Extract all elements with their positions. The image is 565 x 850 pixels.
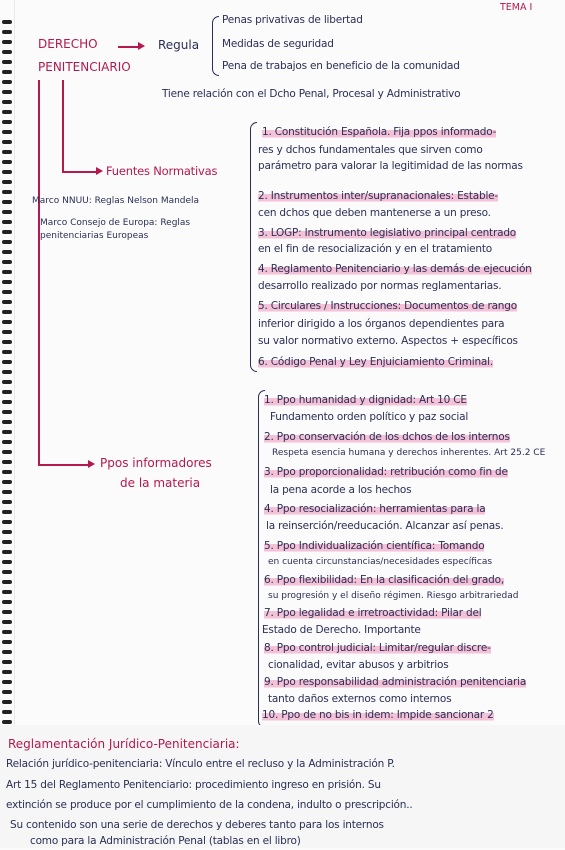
spiral-coil <box>2 630 12 634</box>
spiral-coil <box>2 680 12 684</box>
spiral-coil <box>2 300 12 304</box>
spiral-coil <box>2 170 12 174</box>
spiral-coil <box>2 470 12 474</box>
spiral-coil <box>2 100 12 104</box>
spiral-coil <box>2 690 12 694</box>
regula-arrow-line <box>118 46 140 48</box>
spiral-coil <box>2 140 12 144</box>
spiral-coil <box>2 620 12 624</box>
ppos-arrowhead <box>88 460 95 468</box>
spiral-coil <box>2 160 12 164</box>
spiral-coil <box>2 540 12 544</box>
spiral-coil <box>2 290 12 294</box>
spiral-coil <box>2 420 12 424</box>
regula-item: Pena de trabajos en beneficio de la comunidad <box>222 60 460 72</box>
spiral-coil <box>2 700 12 704</box>
spiral-coil <box>2 30 12 34</box>
spiral-coil <box>2 210 12 214</box>
spiral-coil <box>2 710 12 714</box>
reglamentacion-line: Art 15 del Reglamento Penitenciario: procedimiento ingreso en prisión. Su <box>6 779 381 791</box>
spiral-coil <box>2 180 12 184</box>
spiral-coil <box>2 60 12 64</box>
regula-brace <box>212 16 219 76</box>
regula-label: Regula <box>158 38 200 52</box>
spiral-coil <box>2 110 12 114</box>
spiral-coil <box>2 450 12 454</box>
regula-item: Penas privativas de libertad <box>222 14 363 26</box>
connector-fuentes-horizontal <box>62 171 98 173</box>
fuentes-note: penitenciarias Europeas <box>40 231 149 241</box>
spiral-coil <box>2 80 12 84</box>
title-derecho: DERECHO <box>38 37 98 51</box>
spiral-coil <box>2 570 12 574</box>
connector-ppos-horizontal <box>38 464 90 466</box>
spiral-coil <box>2 560 12 564</box>
reglamentacion-title: Reglamentación Jurídico-Penitenciaria: <box>8 737 240 751</box>
reglamentacion-line: extinción se produce por el cumplimiento de la condena, indulto o prescripción.. <box>6 799 413 811</box>
spiral-coil <box>2 600 12 604</box>
fuentes-arrowhead <box>96 167 103 175</box>
spiral-coil <box>2 410 12 414</box>
spiral-coil <box>2 440 12 444</box>
spiral-coil <box>2 590 12 594</box>
spiral-coil <box>2 530 12 534</box>
spiral-coil <box>2 350 12 354</box>
title-penitenciario: PENITENCIARIO <box>38 60 131 74</box>
spiral-coil <box>2 640 12 644</box>
spiral-coil <box>2 120 12 124</box>
spiral-coil <box>2 430 12 434</box>
spiral-coil <box>2 340 12 344</box>
spiral-coil <box>2 370 12 374</box>
spiral-coil <box>2 480 12 484</box>
spiral-coil <box>2 550 12 554</box>
spiral-coil <box>2 90 12 94</box>
relacion-text: Tiene relación con el Dcho Penal, Procesal y Administrativo <box>162 88 461 100</box>
spiral-coil <box>2 240 12 244</box>
spiral-coil <box>2 510 12 514</box>
spiral-coil <box>2 390 12 394</box>
notebook-page: TEMA I DERECHO PENITENCIARIO Regula Penas privativas de libertad Medidas de seguridad Pena de trabajos en beneficio de la comunidad Tiene relación con el Dcho Penal, Procesal y Administrativo Fuentes Normativas Marco NNUU: Reglas Nelson Mandela Marco Consejo de Europa: Reglas penitenciarias Europeas 1. Constitución Española. Fija ppos informado- res y dchos fundamentales que sirven como parámetro para valorar la legitimidad de las normas 2. Instrumentos inter/supranacionales: Estable- cen dchos que deben mantenerse a un preso. 3. LOGP: Instrumento legislativo principal centrado en el fin de resocialización y en el tratamiento 4. Reglamento Penitenciario y las demás de ejecución desarrollo realizado por normas reglamentarias. 5. Circulares / Instrucciones: Documentos de rango inferior dirigido a los órganos dependientes para su valor normativo externo. Aspectos + específicos 6. Código Penal y Ley Enjuiciamiento Criminal. Ppos informadores de la materia 1. Ppo humanidad y dignidad: Art 10 CE Fundamento orden político y paz social 2. Ppo conservación de los dchos de los internos Respeta esencia humana y derechos inherentes. Art 25.2 CE 3. Ppo proporcionalidad: retribución como fin de la pena acorde a los hechos 4. Ppo resocialización: herramientas para la la reinserción/reeducación. Alcanzar así penas. 5. Ppo Individualización científica: Tomando en cuenta circunstancias/necesidades específicas 6. Ppo flexibilidad: En la clasificación del grado, su progresión y el diseño régimen. Riesgo arbitrariedad 7. Ppo legalidad e irretroactividad: Pilar del Estado de Derecho. Importante 8. Ppo control judicial: Limitar/regular discre- cionalidad, evitar abusos y arbitrios 9. Ppo responsabilidad administración penitenciaria tanto daños externos como internos 10. Ppo de no bis in idem: Impide sancionar 2 Reglamentación Jurídico-Penitenciaria: Relación jurídico-penitenciaria: Vínculo entre el recluso y la Administración P. Art 15 del Reglamento Penitenciario: procedimiento ingreso en prisión. Su extinción se produce por el cumplimiento de la condena, indulto o prescripción.. Su contenido son una serie de derechos y deberes tanto para los internos como para la Administración Penal (tablas en el libro) <box>0 0 565 848</box>
spiral-coil <box>2 190 12 194</box>
spiral-coil <box>2 320 12 324</box>
regula-item: Medidas de seguridad <box>222 38 334 50</box>
connector-fuentes-vertical <box>62 80 64 172</box>
spiral-coil <box>2 230 12 234</box>
spiral-coil <box>2 150 12 154</box>
spiral-coil <box>2 520 12 524</box>
reglamentacion-line: como para la Administración Penal (tablas en el libro) <box>30 835 301 847</box>
spiral-coil <box>2 130 12 134</box>
reglamentacion-line: Relación jurídico-penitenciaria: Vínculo entre el recluso y la Administración P. <box>6 758 395 770</box>
spiral-coil <box>2 250 12 254</box>
spiral-coil <box>2 650 12 654</box>
reglamentacion-line: Su contenido son una serie de derechos y deberes tanto para los internos <box>10 819 384 831</box>
spiral-coil <box>2 20 12 24</box>
reglamentacion-section <box>0 725 565 848</box>
spiral-coil <box>2 360 12 364</box>
spiral-coil <box>2 200 12 204</box>
tema-label: TEMA I <box>500 2 533 13</box>
fuentes-brace <box>250 122 257 372</box>
spiral-coil <box>2 220 12 224</box>
fuentes-note: Marco Consejo de Europa: Reglas <box>40 218 191 228</box>
spiral-coil <box>2 660 12 664</box>
spiral-coil <box>2 400 12 404</box>
spiral-coil <box>2 330 12 334</box>
spiral-coil <box>2 610 12 614</box>
spiral-coil <box>2 460 12 464</box>
spiral-coil <box>2 50 12 54</box>
spiral-coil <box>2 40 12 44</box>
margin-rule <box>14 0 15 848</box>
spiral-coil <box>2 280 12 284</box>
regula-arrowhead <box>138 42 145 50</box>
fuentes-label: Fuentes Normativas <box>106 164 218 178</box>
spiral-coil <box>2 260 12 264</box>
spiral-coil <box>2 720 12 724</box>
spiral-coil <box>2 490 12 494</box>
spiral-coil <box>2 580 12 584</box>
fuentes-note: Marco NNUU: Reglas Nelson Mandela <box>32 196 200 206</box>
ppos-label-line2: de la materia <box>120 476 201 490</box>
spiral-coil <box>2 70 12 74</box>
ppos-label-line1: Ppos informadores <box>100 456 212 470</box>
spiral-coil <box>2 670 12 674</box>
spiral-coil <box>2 380 12 384</box>
spiral-coil <box>2 270 12 274</box>
spiral-coil <box>2 310 12 314</box>
connector-vertical <box>38 80 40 465</box>
spiral-coil <box>2 500 12 504</box>
